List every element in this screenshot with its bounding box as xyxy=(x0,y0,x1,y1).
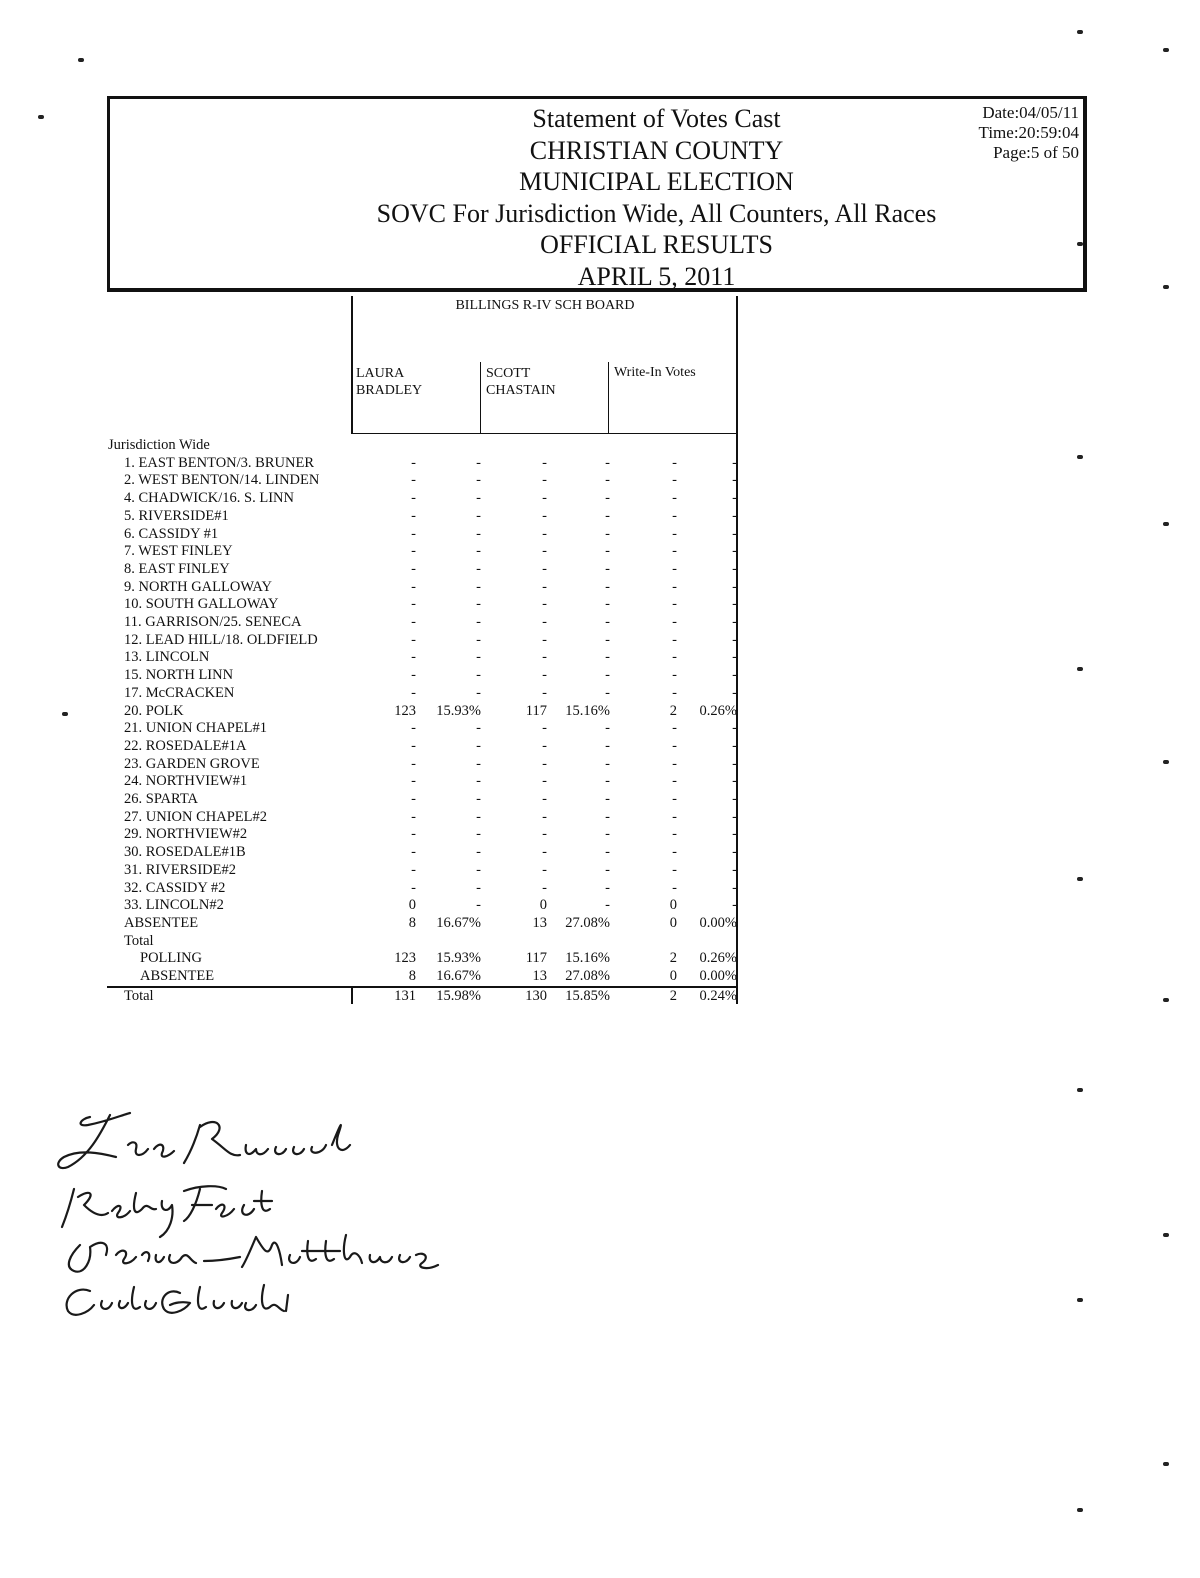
signature-1 xyxy=(58,1113,350,1168)
table-left-border xyxy=(351,296,353,434)
row-cell: 13 xyxy=(532,914,547,931)
row-cell: - xyxy=(672,773,677,790)
scan-mark xyxy=(1163,48,1169,52)
row-cell: - xyxy=(476,861,481,878)
row-cell: - xyxy=(542,596,547,613)
row-cell: - xyxy=(605,543,610,560)
row-cell: 2 xyxy=(669,950,677,967)
row-cell: - xyxy=(542,490,547,507)
row-cell: 27.08% xyxy=(565,914,610,931)
row-cell: - xyxy=(411,684,416,701)
row-cell: - xyxy=(411,631,416,648)
row-cell: - xyxy=(732,808,737,825)
row-cell: - xyxy=(732,667,737,684)
row-cell: - xyxy=(542,720,547,737)
total-rule xyxy=(107,986,738,988)
row-cell: - xyxy=(542,649,547,666)
row-cell: - xyxy=(542,543,547,560)
row-cell: - xyxy=(605,773,610,790)
row-cell: 0.24% xyxy=(699,987,737,1004)
row-cell: - xyxy=(411,808,416,825)
row-cell: - xyxy=(672,861,677,878)
race-title: BILLINGS R-IV SCH BOARD xyxy=(455,298,635,313)
table-row xyxy=(0,915,740,933)
row-label: 13. LINCOLN xyxy=(124,649,210,666)
row-cell: - xyxy=(605,596,610,613)
row-label: POLLING xyxy=(140,950,203,967)
scan-mark xyxy=(1163,522,1169,526)
row-cell: - xyxy=(542,826,547,843)
row-cell: - xyxy=(542,614,547,630)
table-row xyxy=(0,579,740,597)
header-meta xyxy=(979,103,1079,163)
row-cell: - xyxy=(411,560,416,577)
row-cell: - xyxy=(411,737,416,754)
header-line-2: CHRISTIAN COUNTY xyxy=(529,135,784,165)
row-cell: - xyxy=(411,614,416,630)
report-header xyxy=(107,96,1087,292)
table-row xyxy=(0,685,740,703)
row-cell: - xyxy=(605,649,610,666)
scan-mark xyxy=(78,58,84,62)
row-cell: - xyxy=(476,667,481,684)
signature-3 xyxy=(69,1235,438,1272)
report-date: Date:04/05/11 xyxy=(982,103,1079,122)
row-cell: 130 xyxy=(525,987,547,1004)
row-cell: - xyxy=(732,773,737,790)
row-cell: 8 xyxy=(408,914,416,931)
row-label: 6. CASSIDY #1 xyxy=(124,525,219,542)
table-row xyxy=(0,862,740,880)
row-cell: - xyxy=(411,844,416,861)
table-row xyxy=(0,561,740,579)
row-cell: - xyxy=(732,826,737,843)
row-cell: - xyxy=(542,631,547,648)
column-divider-1 xyxy=(480,362,481,434)
row-cell: - xyxy=(732,490,737,507)
row-cell: - xyxy=(476,454,481,471)
row-cell: 13 xyxy=(532,968,547,984)
row-cell: - xyxy=(411,543,416,560)
row-cell: 0 xyxy=(408,897,416,914)
scan-mark xyxy=(1077,1088,1083,1092)
row-cell: - xyxy=(476,791,481,807)
scan-mark xyxy=(1163,285,1169,289)
table-row xyxy=(0,826,740,844)
row-cell: - xyxy=(542,667,547,684)
row-cell: - xyxy=(605,578,610,595)
table-row xyxy=(0,844,740,862)
total-left-border xyxy=(351,988,353,1004)
table-row xyxy=(0,933,740,951)
row-cell: - xyxy=(732,684,737,701)
row-cell: - xyxy=(672,631,677,648)
row-cell: - xyxy=(411,667,416,684)
row-label: 21. UNION CHAPEL#1 xyxy=(124,720,267,737)
header-line-6: APRIL 5, 2011 xyxy=(577,261,736,291)
row-cell: - xyxy=(476,737,481,754)
row-cell: - xyxy=(476,826,481,843)
row-cell: - xyxy=(411,578,416,595)
scan-mark xyxy=(38,115,44,119)
row-cell: - xyxy=(672,667,677,684)
row-cell: - xyxy=(476,755,481,772)
row-label: 4. CHADWICK/16. S. LINN xyxy=(124,490,294,507)
row-cell: - xyxy=(605,861,610,878)
row-cell: - xyxy=(476,631,481,648)
row-label: 12. LEAD HILL/18. OLDFIELD xyxy=(124,631,318,648)
table-row xyxy=(0,596,740,614)
header-line-5: OFFICIAL RESULTS xyxy=(540,230,773,259)
signature-4 xyxy=(67,1285,288,1315)
row-label: 9. NORTH GALLOWAY xyxy=(124,578,273,595)
table-row xyxy=(0,490,740,508)
row-cell: - xyxy=(672,737,677,754)
table-row xyxy=(0,720,740,738)
scan-mark xyxy=(1077,30,1083,34)
row-label: 23. GARDEN GROVE xyxy=(124,755,260,772)
row-cell: - xyxy=(732,720,737,737)
row-cell: - xyxy=(476,596,481,613)
candidate-2-last: CHASTAIN xyxy=(486,383,556,398)
row-cell: - xyxy=(411,826,416,843)
table-row xyxy=(0,667,740,685)
table-row xyxy=(0,773,740,791)
row-cell: - xyxy=(605,472,610,489)
report-time: Time:20:59:04 xyxy=(978,123,1079,142)
row-cell: - xyxy=(605,560,610,577)
row-cell: 8 xyxy=(408,968,416,984)
table-row xyxy=(0,756,740,774)
candidate-header-2 xyxy=(486,365,556,399)
table-row xyxy=(0,950,740,968)
row-cell: - xyxy=(411,472,416,489)
row-cell: 0.00% xyxy=(699,968,737,984)
row-cell: - xyxy=(605,525,610,542)
row-cell: 0.26% xyxy=(699,702,737,719)
row-cell: - xyxy=(732,454,737,471)
row-label: 27. UNION CHAPEL#2 xyxy=(124,808,267,825)
row-cell: - xyxy=(732,578,737,595)
table-row xyxy=(0,988,740,1006)
row-cell: 27.08% xyxy=(565,968,610,984)
scan-mark xyxy=(1077,242,1083,246)
row-cell: - xyxy=(476,720,481,737)
row-cell: - xyxy=(672,525,677,542)
signature-2 xyxy=(62,1186,272,1237)
row-label: 5. RIVERSIDE#1 xyxy=(124,507,229,524)
row-cell: - xyxy=(732,879,737,896)
row-cell: - xyxy=(605,614,610,630)
table-row xyxy=(0,809,740,827)
row-cell: - xyxy=(605,490,610,507)
row-cell: - xyxy=(411,861,416,878)
row-cell: - xyxy=(542,879,547,896)
table-row xyxy=(0,455,740,473)
table-row xyxy=(0,614,740,632)
scan-mark xyxy=(1163,1233,1169,1237)
table-row xyxy=(0,880,740,898)
row-cell: - xyxy=(605,844,610,861)
row-cell: - xyxy=(605,791,610,807)
row-cell: - xyxy=(672,490,677,507)
scan-mark xyxy=(1077,1298,1083,1302)
row-cell: - xyxy=(476,773,481,790)
row-cell: - xyxy=(672,844,677,861)
row-cell: 15.98% xyxy=(436,987,481,1004)
row-cell: - xyxy=(542,808,547,825)
scan-mark xyxy=(1077,877,1083,881)
row-label: 22. ROSEDALE#1A xyxy=(124,737,247,754)
row-cell: 0 xyxy=(669,897,677,914)
table-row xyxy=(0,703,740,721)
row-label: 26. SPARTA xyxy=(124,791,198,807)
row-cell: - xyxy=(672,596,677,613)
signature-block xyxy=(50,1105,470,1330)
candidate-3-label: Write-In Votes xyxy=(614,365,696,380)
scan-mark xyxy=(1163,998,1169,1002)
row-label: 31. RIVERSIDE#2 xyxy=(124,861,236,878)
row-cell: - xyxy=(476,684,481,701)
row-label: 15. NORTH LINN xyxy=(124,667,234,684)
header-title-block xyxy=(110,103,1083,292)
row-cell: - xyxy=(732,614,737,630)
scan-mark xyxy=(1077,667,1083,671)
row-cell: - xyxy=(542,472,547,489)
row-cell: - xyxy=(605,826,610,843)
row-label: 7. WEST FINLEY xyxy=(124,543,233,560)
row-cell: - xyxy=(732,525,737,542)
row-cell: - xyxy=(542,844,547,861)
row-cell: 117 xyxy=(525,950,547,967)
row-cell: - xyxy=(605,897,610,914)
row-cell: - xyxy=(411,879,416,896)
row-cell: 0 xyxy=(669,968,677,984)
row-cell: - xyxy=(732,543,737,560)
row-label: 24. NORTHVIEW#1 xyxy=(124,773,248,790)
row-cell: - xyxy=(542,578,547,595)
row-cell: - xyxy=(411,490,416,507)
row-cell: - xyxy=(605,720,610,737)
row-cell: - xyxy=(476,844,481,861)
row-cell: - xyxy=(732,861,737,878)
row-cell: - xyxy=(605,454,610,471)
column-divider-2 xyxy=(608,362,609,434)
row-label: Total xyxy=(124,932,154,949)
row-label: 17. McCRACKEN xyxy=(124,684,235,701)
row-cell: - xyxy=(542,684,547,701)
row-cell: - xyxy=(605,755,610,772)
row-label: Total xyxy=(124,987,154,1004)
row-cell: 15.93% xyxy=(436,950,481,967)
row-cell: - xyxy=(411,791,416,807)
table-row xyxy=(0,526,740,544)
scan-mark xyxy=(1077,455,1083,459)
row-label: 11. GARRISON/25. SENECA xyxy=(124,614,302,630)
row-cell: - xyxy=(476,507,481,524)
row-cell: - xyxy=(732,897,737,914)
row-label: ABSENTEE xyxy=(140,968,215,984)
row-cell: - xyxy=(476,879,481,896)
row-cell: - xyxy=(605,737,610,754)
scan-mark xyxy=(1163,760,1169,764)
row-cell: - xyxy=(672,472,677,489)
row-cell: - xyxy=(672,720,677,737)
row-cell: - xyxy=(411,525,416,542)
scan-mark xyxy=(1163,1462,1169,1466)
table-row xyxy=(0,437,740,455)
row-cell: - xyxy=(542,525,547,542)
row-label: Jurisdiction Wide xyxy=(108,437,210,453)
row-cell: - xyxy=(605,808,610,825)
row-cell: - xyxy=(476,490,481,507)
row-cell: 131 xyxy=(394,987,416,1004)
table-row xyxy=(0,897,740,915)
candidate-1-first: LAURA xyxy=(356,366,405,381)
row-cell: - xyxy=(411,773,416,790)
row-label: 10. SOUTH GALLOWAY xyxy=(124,596,279,613)
row-cell: 16.67% xyxy=(436,914,481,931)
row-cell: 15.16% xyxy=(565,702,610,719)
table-row xyxy=(0,968,740,986)
candidate-2-first: SCOTT xyxy=(486,366,531,381)
row-cell: 123 xyxy=(394,950,416,967)
row-cell: - xyxy=(732,631,737,648)
row-cell: - xyxy=(672,826,677,843)
row-cell: 2 xyxy=(669,702,677,719)
row-cell: - xyxy=(732,472,737,489)
table-row xyxy=(0,791,740,809)
row-cell: - xyxy=(672,578,677,595)
row-cell: - xyxy=(605,879,610,896)
row-cell: 0 xyxy=(669,914,677,931)
row-cell: - xyxy=(672,543,677,560)
scan-mark xyxy=(1077,1508,1083,1512)
row-cell: - xyxy=(732,737,737,754)
row-cell: 15.16% xyxy=(565,950,610,967)
row-cell: 0 xyxy=(539,897,547,914)
row-cell: - xyxy=(732,791,737,807)
row-cell: 117 xyxy=(525,702,547,719)
row-label: 33. LINCOLN#2 xyxy=(124,897,224,914)
row-cell: - xyxy=(476,808,481,825)
row-cell: - xyxy=(411,596,416,613)
row-cell: - xyxy=(411,649,416,666)
header-line-3: MUNICIPAL ELECTION xyxy=(519,167,794,196)
row-cell: - xyxy=(732,844,737,861)
row-label: 2. WEST BENTON/14. LINDEN xyxy=(124,472,320,489)
header-line-4: SOVC For Jurisdiction Wide, All Counters, All Races xyxy=(376,198,937,228)
table-row xyxy=(0,543,740,561)
row-cell: - xyxy=(542,755,547,772)
row-cell: - xyxy=(542,791,547,807)
row-cell: - xyxy=(672,808,677,825)
header-line-1: Statement of Votes Cast xyxy=(532,104,781,133)
row-cell: - xyxy=(411,454,416,471)
row-cell: - xyxy=(476,614,481,630)
candidate-header-1 xyxy=(356,365,422,399)
row-cell: - xyxy=(605,507,610,524)
row-cell: 2 xyxy=(669,987,677,1004)
row-cell: - xyxy=(542,507,547,524)
row-cell: - xyxy=(476,649,481,666)
row-cell: - xyxy=(476,525,481,542)
row-cell: - xyxy=(732,560,737,577)
row-label: 32. CASSIDY #2 xyxy=(124,879,226,896)
row-cell: - xyxy=(672,879,677,896)
row-cell: 123 xyxy=(394,702,416,719)
row-cell: - xyxy=(605,684,610,701)
table-row xyxy=(0,508,740,526)
row-cell: 16.67% xyxy=(436,968,481,984)
row-cell: - xyxy=(672,507,677,524)
row-label: 8. EAST FINLEY xyxy=(124,560,230,577)
row-cell: - xyxy=(411,720,416,737)
row-cell: - xyxy=(732,755,737,772)
row-cell: - xyxy=(476,560,481,577)
row-cell: - xyxy=(732,649,737,666)
row-cell: - xyxy=(732,596,737,613)
row-label: 20. POLK xyxy=(124,702,184,719)
header-bottom-rule xyxy=(351,433,738,434)
row-cell: 15.85% xyxy=(565,987,610,1004)
row-cell: - xyxy=(476,472,481,489)
row-cell: - xyxy=(605,667,610,684)
row-cell: - xyxy=(542,773,547,790)
row-cell: - xyxy=(672,684,677,701)
row-cell: - xyxy=(411,755,416,772)
scan-mark xyxy=(62,712,68,716)
row-cell: - xyxy=(672,614,677,630)
row-cell: - xyxy=(542,737,547,754)
table-row xyxy=(0,649,740,667)
row-cell: - xyxy=(605,631,610,648)
row-label: 1. EAST BENTON/3. BRUNER xyxy=(124,454,314,471)
row-cell: - xyxy=(476,578,481,595)
row-cell: - xyxy=(476,543,481,560)
table-row xyxy=(0,738,740,756)
row-cell: 15.93% xyxy=(436,702,481,719)
report-page: Page:5 of 50 xyxy=(993,143,1079,162)
row-cell: - xyxy=(672,755,677,772)
row-cell: - xyxy=(672,791,677,807)
row-label: 30. ROSEDALE#1B xyxy=(124,844,246,861)
row-cell: - xyxy=(542,861,547,878)
table-row xyxy=(0,632,740,650)
row-label: ABSENTEE xyxy=(124,914,199,931)
candidate-header-3 xyxy=(614,364,696,381)
row-cell: - xyxy=(672,560,677,577)
row-cell: - xyxy=(672,454,677,471)
candidate-1-last: BRADLEY xyxy=(356,383,423,398)
row-cell: - xyxy=(542,560,547,577)
row-cell: 0.00% xyxy=(699,914,737,931)
row-cell: - xyxy=(672,649,677,666)
row-cell: - xyxy=(732,507,737,524)
row-cell: - xyxy=(411,507,416,524)
row-cell: - xyxy=(542,454,547,471)
row-label: 29. NORTHVIEW#2 xyxy=(124,826,248,843)
table-row xyxy=(0,472,740,490)
row-cell: 0.26% xyxy=(699,950,737,967)
row-cell: - xyxy=(476,897,481,914)
